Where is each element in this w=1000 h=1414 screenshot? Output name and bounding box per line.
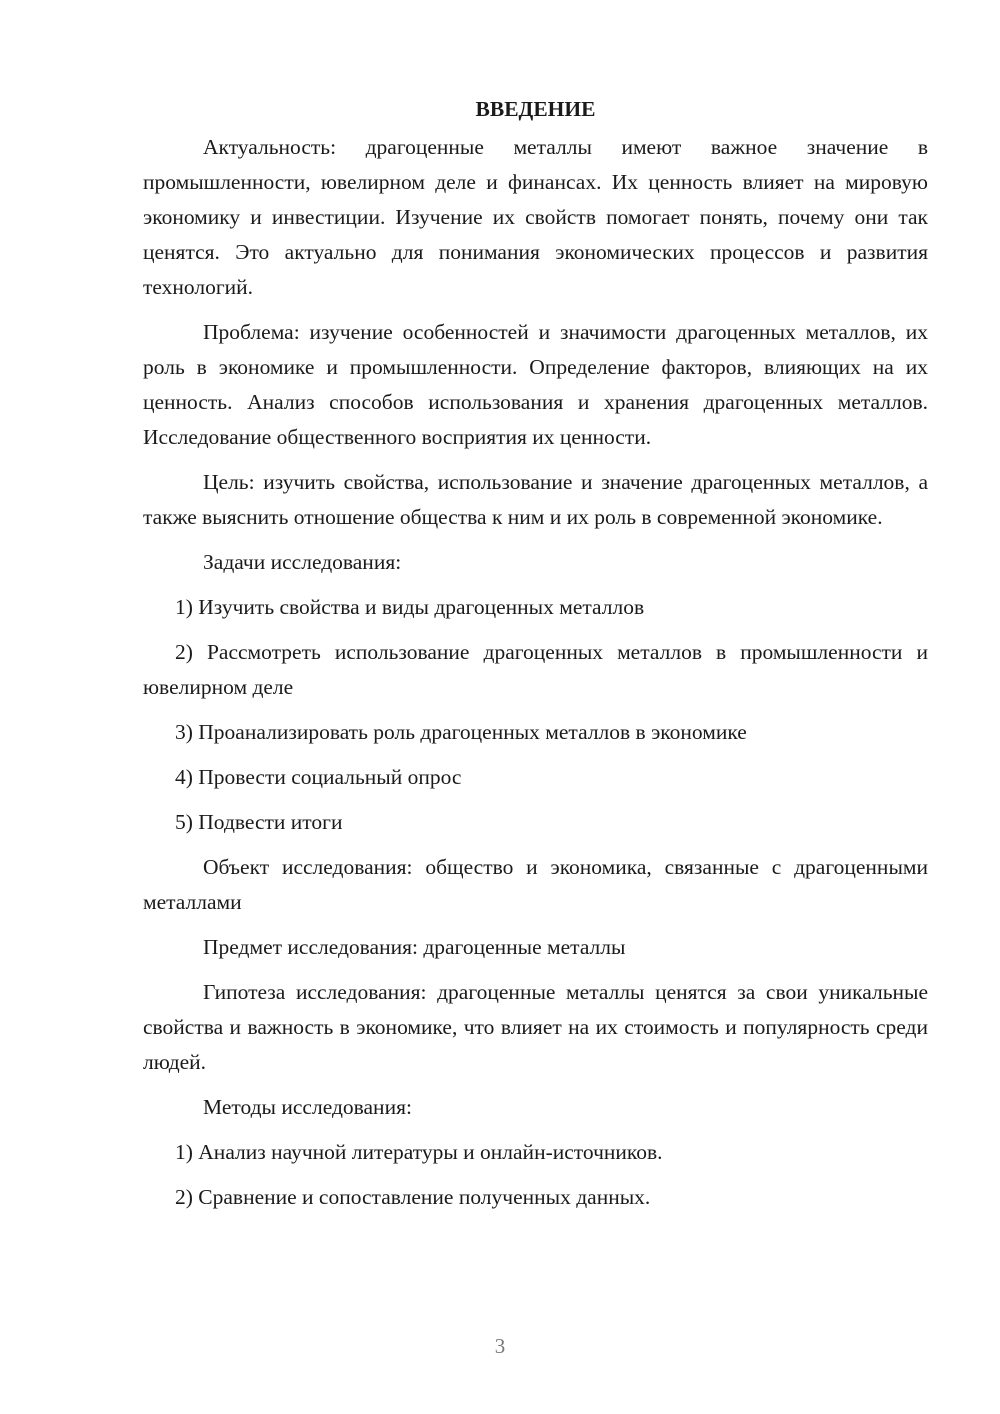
method-item: 2) Сравнение и сопоставление полученных данных. xyxy=(175,1185,651,1209)
page-number: 3 xyxy=(494,1334,506,1358)
tasks-heading: Задачи исследования: xyxy=(203,550,402,574)
page-title: ВВЕДЕНИЕ xyxy=(475,97,596,121)
object-paragraph: Объект исследования: общество и экономика, связанные с драгоценными металлами xyxy=(143,855,928,914)
problem-paragraph: Проблема: изучение особенностей и значимости драгоценных металлов, их роль в экономике и промышленности. Определение факторов, влияющих на их ценность. Анализ способов использования и хранения драгоценных металлов. Исследование общественного восприятия их ценности. xyxy=(143,320,928,449)
task-item: 5) Подвести итоги xyxy=(175,810,343,834)
document-page xyxy=(143,92,928,1225)
task-item: 4) Провести социальный опрос xyxy=(175,765,462,789)
relevance-paragraph: Актуальность: драгоценные металлы имеют важное значение в промышленности, ювелирном деле и финансах. Их ценность влияет на мировую экономику и инвестиции. Изучение их свойств помогает понять, почему они так ценятся. Это актуально для понимания экономических процессов и развития технологий. xyxy=(143,135,928,299)
subject-paragraph: Предмет исследования: драгоценные металлы xyxy=(203,935,626,959)
hypothesis-paragraph: Гипотеза исследования: драгоценные металлы ценятся за свои уникальные свойства и важность в экономике, что влияет на их стоимость и популярность среди людей. xyxy=(143,980,928,1074)
task-item: 1) Изучить свойства и виды драгоценных металлов xyxy=(175,595,645,619)
task-item: 2) Рассмотреть использование драгоценных металлов в промышленности и ювелирном деле xyxy=(143,640,928,699)
method-item: 1) Анализ научной литературы и онлайн-источников. xyxy=(175,1140,663,1164)
methods-heading: Методы исследования: xyxy=(203,1095,412,1119)
goal-paragraph: Цель: изучить свойства, использование и значение драгоценных металлов, а также выяснить отношение общества к ним и их роль в современной экономике. xyxy=(143,470,928,529)
task-item: 3) Проанализировать роль драгоценных металлов в экономике xyxy=(175,720,747,744)
